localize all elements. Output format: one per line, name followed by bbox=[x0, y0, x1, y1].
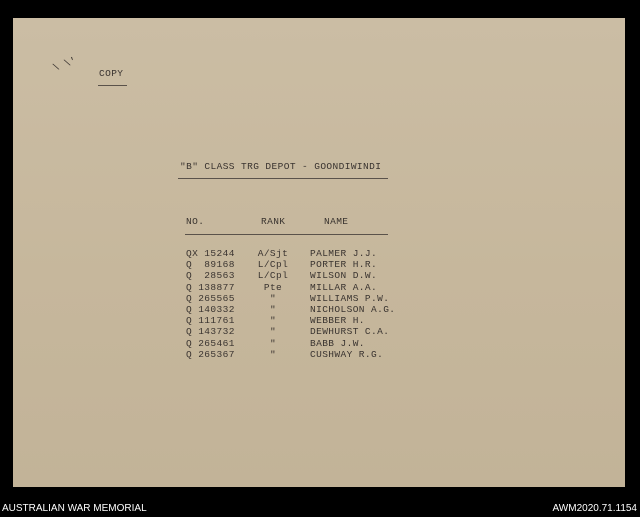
header-name: NAME bbox=[324, 216, 349, 227]
row-rank: A/Sjt bbox=[257, 248, 289, 259]
row-name: PORTER H.R. bbox=[310, 259, 378, 271]
row-name: MILLAR A.A. bbox=[310, 281, 378, 293]
row-number: Q 111761 bbox=[186, 315, 235, 327]
row-rank: " bbox=[269, 337, 277, 349]
row-number: Q 140332 bbox=[186, 304, 235, 315]
row-name: WEBBER H. bbox=[310, 315, 365, 327]
row-name: BABB J.W. bbox=[310, 337, 365, 349]
header-rank: RANK bbox=[261, 216, 286, 227]
row-name: PALMER J.J. bbox=[310, 248, 378, 259]
footer-accession-number: AWM2020.71.1154 bbox=[552, 503, 637, 514]
title-underline bbox=[178, 178, 388, 179]
footer-institution: AUSTRALIAN WAR MEMORIAL bbox=[2, 503, 147, 514]
stamp-mark: \ \' bbox=[51, 56, 79, 75]
row-rank: L/Cpl bbox=[257, 259, 289, 271]
row-number: Q 89168 bbox=[186, 259, 235, 271]
row-number: Q 143732 bbox=[186, 326, 235, 338]
row-number: Q 265461 bbox=[186, 337, 235, 349]
row-rank: Pte bbox=[263, 281, 283, 293]
header-no: NO. bbox=[186, 216, 205, 227]
header-underline bbox=[185, 234, 388, 235]
row-rank: " bbox=[269, 315, 277, 327]
row-number: Q 265565 bbox=[186, 292, 235, 304]
row-name: WILLIAMS P.W. bbox=[310, 292, 390, 304]
row-name: NICHOLSON A.G. bbox=[310, 304, 396, 315]
row-rank: " bbox=[269, 326, 277, 338]
row-name: CUSHWAY R.G. bbox=[310, 348, 384, 360]
row-rank: L/Cpl bbox=[257, 270, 289, 282]
copy-label: COPY bbox=[99, 68, 124, 79]
document-title: "B" CLASS TRG DEPOT - GOONDIWINDI bbox=[180, 161, 382, 172]
row-rank: " bbox=[269, 292, 277, 304]
row-number: Q 28563 bbox=[186, 270, 235, 282]
copy-underline bbox=[98, 85, 127, 86]
row-number: Q 138877 bbox=[186, 281, 235, 293]
row-rank: " bbox=[269, 304, 277, 315]
row-name: DEWHURST C.A. bbox=[310, 326, 390, 338]
document-page bbox=[13, 18, 625, 487]
row-number: Q 265367 bbox=[186, 348, 235, 360]
row-rank: " bbox=[269, 348, 277, 360]
row-number: QX 15244 bbox=[186, 248, 235, 259]
row-name: WILSON D.W. bbox=[310, 270, 378, 282]
